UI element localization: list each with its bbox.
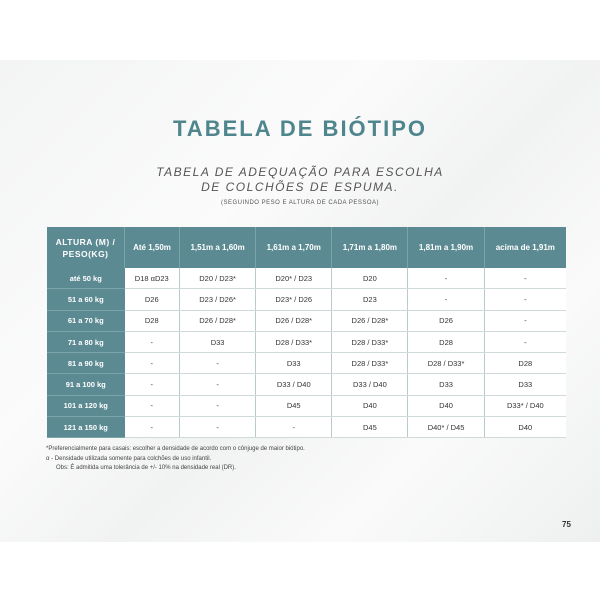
table-cell: D20 / D23* [180,268,256,289]
footnote-child-density: α - Densidade utilizada somente para colchões de uso infantil. [46,455,212,462]
table-cell: D33 [484,374,566,395]
table-cell: - [125,374,180,395]
subtitle [0,165,600,195]
table-cell: D18 αD23 [125,268,180,289]
corner-line-2: PESO(KG) [62,248,109,259]
table-cell: - [484,331,566,352]
table-cell: - [125,331,180,352]
page-number: 75 [562,520,571,529]
table-row [47,331,566,352]
table-cell: D23* / D26 [256,289,332,310]
table-row [47,395,566,416]
table-row [47,374,566,395]
table-cell: D28 [484,353,566,374]
table-cell: D28 / D33* [332,331,408,352]
table-row [47,310,566,331]
table-cell: D33 / D40 [332,374,408,395]
row-header: 91 a 100 kg [47,374,125,395]
row-header: 61 a 70 kg [47,310,125,331]
table-cell: D40 [408,395,484,416]
table-cell: - [180,417,256,438]
table-cell: - [256,417,332,438]
footnotes [46,445,566,474]
table-cell: D33 / D40 [256,374,332,395]
table-cell: D26 / D28* [332,310,408,331]
row-header: 71 a 80 kg [47,331,125,352]
table-cell: D45 [332,417,408,438]
column-header: 1,71m a 1,80m [332,227,408,268]
table-cell: - [180,395,256,416]
subtitle-line-1: TABELA DE ADEQUAÇÃO PARA ESCOLHA [156,165,444,179]
subtitle-note: (SEGUINDO PESO E ALTURA DE CADA PESSOA) [220,200,380,206]
table-row [47,353,566,374]
footnote-couples: *Preferencialmente para casais: escolher a densidade de acordo com o cônjuge de maior biótipo. [46,446,305,452]
table-cell: - [408,268,484,289]
row-header: 101 a 120 kg [47,395,125,416]
table-row [47,289,566,310]
table-cell: D40 [332,395,408,416]
column-header: acima de 1,91m [484,227,566,268]
biotipo-table [47,227,566,438]
column-header: 1,81m a 1,90m [408,227,484,268]
table-row [47,417,566,438]
table-cell: D26 [408,310,484,331]
table-cell: - [125,353,180,374]
row-header: 51 a 60 kg [47,289,125,310]
table-cell: D40 [484,417,566,438]
subtitle-line-2: DE COLCHÕES DE ESPUMA. [201,180,399,194]
table-corner-header [47,227,125,268]
table-cell: D28 / D33* [256,331,332,352]
table-cell: - [125,417,180,438]
column-header: 1,61m a 1,70m [256,227,332,268]
table-cell: D33 [408,374,484,395]
table-cell: D40* / D45 [408,417,484,438]
table-cell: D23 [332,289,408,310]
table-cell: - [180,353,256,374]
table-cell: D26 / D28* [256,310,332,331]
table-cell: D45 [256,395,332,416]
table-cell: - [180,374,256,395]
row-header: 81 a 90 kg [47,353,125,374]
table-header-row [47,227,566,268]
row-header: 121 a 150 kg [47,417,125,438]
table-cell: D33 [180,331,256,352]
table-cell: D28 [408,331,484,352]
footnote-tolerance: Obs: É admitida uma tolerância de +/- 10% na densidade real (DR). [56,465,236,471]
table-cell: - [408,289,484,310]
table-cell: - [484,268,566,289]
table-cell: - [484,310,566,331]
table-cell: D28 / D33* [408,353,484,374]
corner-line-1: ALTURA (M) / [55,236,116,247]
column-header: Até 1,50m [125,227,180,268]
column-header: 1,51m a 1,60m [180,227,256,268]
table-cell: D28 / D33* [332,353,408,374]
row-header: até 50 kg [47,268,125,289]
table-cell: - [484,289,566,310]
table-cell: D20* / D23 [256,268,332,289]
table-cell: D28 [125,310,180,331]
table-row [47,268,566,289]
table-cell: D33* / D40 [484,395,566,416]
table-cell: D26 / D28* [180,310,256,331]
table-cell: D23 / D26* [180,289,256,310]
table-cell: D26 [125,289,180,310]
table-cell: D33 [256,353,332,374]
page-title: TABELA DE BIÓTIPO [173,116,427,141]
table-cell: D20 [332,268,408,289]
table-cell: - [125,395,180,416]
